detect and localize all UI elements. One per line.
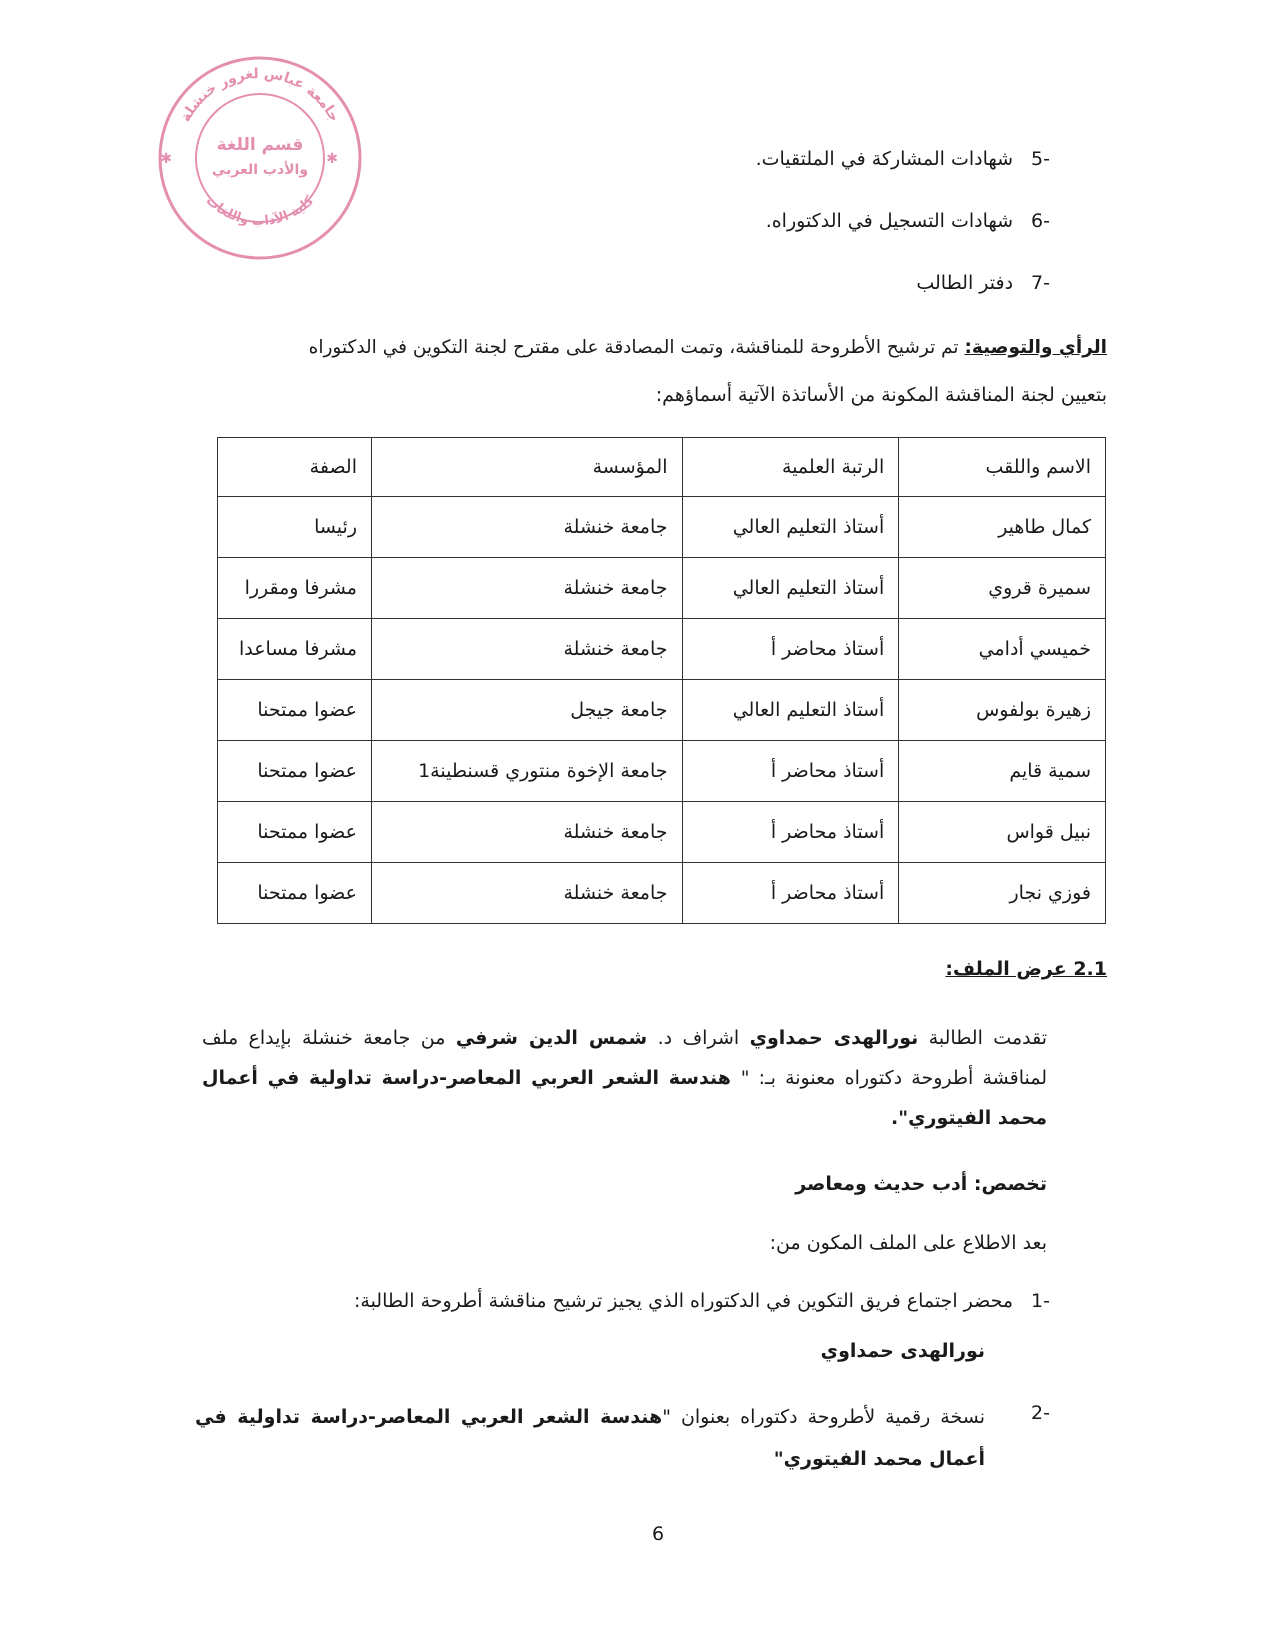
cell-role: عضوا ممتحنا [218, 680, 372, 741]
stamp-outer-text: جامعة عباس لغرور خنشلة [177, 65, 343, 125]
table-row [218, 680, 1106, 741]
cell-name: زهيرة بولفوس [899, 680, 1106, 741]
recommendation-text1: تم ترشيح الأطروحة للمناقشة، وتمت المصادقة على مقترح لجنة التكوين في الدكتوراه [308, 337, 959, 358]
stamp-star-right: ✱ [326, 151, 338, 167]
student-name: نورالهدى حمداوي [749, 1027, 919, 1049]
list-text-end: " [773, 1448, 784, 1470]
cell-rank: أستاذ التعليم العالي [682, 497, 899, 558]
header-role: الصفة [218, 438, 372, 497]
list-text: شهادات التسجيل في الدكتوراه. [765, 210, 1014, 232]
cell-role: عضوا ممتحنا [218, 741, 372, 802]
cell-institution: جامعة خنشلة [372, 558, 683, 619]
cell-name: فوزي نجار [899, 863, 1106, 924]
list-number: -7 [1031, 272, 1050, 294]
list-text: نسخة رقمية لأطروحة دكتوراه بعنوان " [662, 1406, 985, 1428]
cell-name: سمية قايم [899, 741, 1106, 802]
header-rank: الرتبة العلمية [682, 438, 899, 497]
cell-institution: جامعة خنشلة [372, 497, 683, 558]
table-header-row [218, 438, 1106, 497]
list-text: دفتر الطالب [916, 272, 1014, 294]
svg-text:كلية الآداب واللغات [203, 193, 318, 229]
list-number: -5 [1031, 148, 1050, 170]
list-item [916, 272, 1050, 294]
cell-role: مشرفا مساعدا [218, 619, 372, 680]
header-name: الاسم واللقب [899, 438, 1106, 497]
cell-rank: أستاذ محاضر أ [682, 741, 899, 802]
list-text: محضر اجتماع فريق التكوين في الدكتوراه الذي يجيز ترشيح مناقشة أطروحة الطالبة: [353, 1290, 1014, 1312]
thesis-title: هندسة الشعر العربي المعاصر-دراسة تداولية في أعمال محمد الفيتوري [195, 1406, 985, 1470]
recommendation-line1 [309, 337, 1107, 358]
paragraph-text: تقدمت الطالبة [918, 1027, 1048, 1049]
cell-rank: أستاذ محاضر أ [682, 863, 899, 924]
list-number: -1 [1031, 1290, 1050, 1312]
stamp-bottom-text: كلية الآداب واللغات [202, 193, 318, 230]
table-row [218, 741, 1106, 802]
after-review-text: بعد الاطلاع على الملف المكون من: [769, 1232, 1047, 1254]
table-row [218, 802, 1106, 863]
table-row [218, 497, 1106, 558]
list-item [756, 148, 1050, 170]
cell-role: رئيسا [218, 497, 372, 558]
list-bold-line: نورالهدى حمداوي [820, 1340, 985, 1362]
list-item [766, 210, 1050, 232]
cell-institution: جامعة الإخوة منتوري قسنطينة1 [372, 741, 683, 802]
committee-table [217, 437, 1106, 924]
recommendation-line2: بتعيين لجنة المناقشة المكونة من الأساتذة الآتية أسماؤهم: [655, 384, 1107, 406]
official-stamp [150, 48, 370, 268]
supervisor-name: شمس الدين شرفي [455, 1027, 648, 1049]
list-number: -2 [1031, 1402, 1050, 1424]
section-heading: 2.1 عرض الملف: [945, 958, 1107, 980]
stamp-star-left: ✱ [160, 151, 172, 167]
cell-role: مشرفا ومقررا [218, 558, 372, 619]
paragraph-text: ". [890, 1107, 909, 1129]
paragraph-text: من جامعة خنشلة بإيداع ملف لمناقشة أطروحة دكتوراه معنونة بـ: " [202, 1027, 1048, 1089]
list-item [354, 1290, 1050, 1312]
cell-rank: أستاذ التعليم العالي [682, 558, 899, 619]
cell-role: عضوا ممتحنا [218, 802, 372, 863]
cell-institution: جامعة خنشلة [372, 802, 683, 863]
cell-rank: أستاذ محاضر أ [682, 619, 899, 680]
cell-institution: جامعة خنشلة [372, 619, 683, 680]
list-text: شهادات المشاركة في الملتقيات. [755, 148, 1014, 170]
stamp-inner-line2: والأدب العربي [211, 162, 309, 178]
table-row [218, 558, 1106, 619]
presentation-paragraph [202, 1018, 1047, 1138]
paragraph-text: اشراف د. [647, 1027, 750, 1049]
specialty: تخصص: أدب حديث ومعاصر [795, 1173, 1047, 1195]
cell-institution: جامعة خنشلة [372, 863, 683, 924]
cell-name: خميسي أدامي [899, 619, 1106, 680]
cell-rank: أستاذ التعليم العالي [682, 680, 899, 741]
recommendation-label: الرأي والتوصية: [964, 337, 1107, 358]
page-number: 6 [652, 1523, 665, 1545]
list-number: -6 [1031, 210, 1050, 232]
cell-name: سميرة قروي [899, 558, 1106, 619]
stamp-inner-line1: قسم اللغة [216, 135, 304, 155]
table-row [218, 863, 1106, 924]
cell-name: نبيل قواس [899, 802, 1106, 863]
list-item [195, 1396, 985, 1480]
cell-rank: أستاذ محاضر أ [682, 802, 899, 863]
header-institution: المؤسسة [372, 438, 683, 497]
cell-name: كمال طاهير [899, 497, 1106, 558]
thesis-title: هندسة الشعر العربي المعاصر-دراسة تداولية في أعمال محمد الفيتوري [202, 1067, 1047, 1129]
table-row [218, 619, 1106, 680]
list-number-2 [1013, 1402, 1050, 1424]
cell-institution: جامعة جيجل [372, 680, 683, 741]
cell-role: عضوا ممتحنا [218, 863, 372, 924]
